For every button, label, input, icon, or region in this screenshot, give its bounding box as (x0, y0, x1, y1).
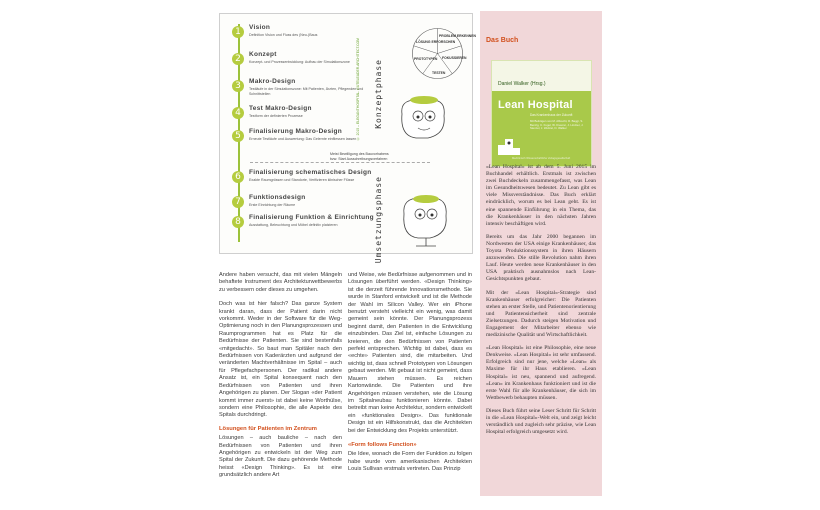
paragraph: und Weise, wie Bedürfnisse aufgenommen und in Lösungen überführt werden. «Design Thinking» ist die derzeit führende Innovationsmethode. Sie wurde in Stanford entwickelt und ist die Methode der Wahl im Silicon Valley. Wer ein iPhone benutzt versteht vielleicht ein wenig, was damit gemeint sein könnte. Der Planungsprozess beginnt damit, den Patienten in die Entwicklung einzubinden. Das Ziel ist, einfache Lösungen zu kreieren, die den Bedürfnissen von Patienten perfekt entsprechen. Wichtig ist dabei, dass es «echte» Patienten sind, die mitarbeiten. Und wichtig ist, dass schnell Prototypen von Lösungen gebaut werden. Mit gebaut ist nicht gemeint, dass Mauern stehen müssen. Es reichen Kartonwände. Die Patienten und ihre Angehörigen müssen verstehen, wie die Lösung im Spitalneubau funktionieren könnte. Dabei betreibt man keine Architektur, sondern entwickelt ein «funktionales Design». Das funktionale Design ist ein Hilfskonstrukt, das die Architekten bei der Entwicklung des Projekts unterstützt. (348, 272, 472, 434)
book-contributors: Mit Beiträgen von M. Albrecht, R. Baggi, S. Benzig, C. Fugel, W. Kreuzer, J. Lindner, J. Stenzel, J. Weitzel, D. Walker (530, 119, 584, 131)
step-description: Testform der definierten Prozesse (249, 114, 303, 118)
step-number: 3 (232, 80, 244, 92)
step-number: 7 (232, 196, 244, 208)
approval-note-line-2: bzw. Start Ausschreibungsverfahren (330, 157, 388, 161)
step-number: 4 (232, 107, 244, 119)
step-title: Finalisierung Makro-Design (249, 128, 343, 135)
section-heading: «Form follows Function» (348, 441, 417, 448)
phase-label-konzept: Konzeptphase (374, 59, 383, 129)
cycle-label-problem: PROBLEM ERKENNEN (439, 34, 476, 38)
paragraph: Lösungen – auch bauliche – nach den Bedürfnissen von Patienten und ihren Angehörigen zu entwickeln ist der Weg zum Spital der Zukunft. Die dazu gehörende Methode heisst «Design Thinking». Es ist eine grundsätzlich andere Art (219, 435, 342, 479)
step-description: Definition Vision und Fluss des (Neu-)Baus (249, 33, 318, 37)
step-description: Testläufe in der Simulationszone: Mit Patienten, Ärzten, Pflegenden und Schnittstellen (249, 87, 364, 96)
paragraph: Doch was ist hier falsch? Das ganze System krankt daran, dass der Patient darin nicht vorkommt. Weder in der Software für die Weg-Optimierung noch in den Planungsprozessen und Raumprogrammen hat es Platz für die Bedürfnisse der Patienten. Sie sind bestenfalls «mitgedacht». So baut man Spitäler nach den Bedürfnissen von Kaderärzten und aufgrund der veränderten Machtverhältnisse im Spital – auch für Pflegefachpersonen. Der radikal andere Ansatz ist, ein Spital konsequent nach den Bedürfnissen von Patienten und ihren Angehörigen zu planen. Der Slogan «der Patient kommt immer zuerst» ist dabei keine Worthülse, sondern eine Philosophie, die alle Aspekte des Spitals durchdringt. (219, 301, 342, 419)
step-description: Konzept- und Prozessentwicklung: Aufbau der Simulationszone (249, 60, 350, 64)
copyright-label: © 2015 – ELEGANTHOSPITAL. GUTELEADER.ARCHITECT.COM (356, 38, 360, 141)
book-publisher: Medizinisch Wissenschaftliche Verlagsgesellschaft (512, 157, 571, 160)
article-column-1 (219, 272, 342, 480)
step-number: 8 (232, 216, 244, 228)
cycle-label-loesung: LÖSUNG ERFORSCHEN (416, 40, 456, 44)
step-title: Test Makro-Design (249, 105, 312, 112)
book-title: Lean Hospital (498, 99, 573, 111)
approval-note-line-1: Meist Bewilligung des Bauvorhabens (330, 152, 389, 156)
step-number: 6 (232, 171, 244, 183)
step-title: Vision (249, 24, 271, 31)
paragraph: «Lean Hospital» ist eine Philosophie, eine neue Denkweise. «Lean Hospital» ist sehr umfassend. Erfolgreich sind nur jene, welche «Lean» als Maxime für ihr Haus etablieren. «Lean Hospital» ist neu, spannend und aufregend. «Lean» im Krankenhaus funktioniert und ist die erste Wahl für alle Krankenhäuser, die sich im Wettbewerb behaupten müssen. (486, 345, 596, 401)
step-number: 2 (232, 53, 244, 65)
book-cover (491, 60, 592, 167)
book-author: Daniel Walker (Hrsg.) (498, 81, 546, 87)
step-title: Funktionsdesign (249, 194, 306, 201)
paragraph: Bereits um das Jahr 2000 begannen im Nordwesten der USA einige Krankenhäuser, das Toyota Produktionssystem in ihren Häusern anzuwenden. Die stille Revolution nahm ihren Lauf. Heute werden neue Krankenhäuser in den USA praktisch ausnahmslos nach Lean-Gesichtspunkten gebaut. (486, 233, 596, 283)
approval-note (330, 152, 389, 162)
book-subtitle: Das Krankenhaus der Zukunft (530, 113, 573, 117)
cycle-label-fokussieren: FOKUSSIEREN (442, 56, 467, 60)
phase-label-umsetzung: Umsetzungsphase (374, 176, 383, 264)
step-description: Erste Einrichtung der Räume (249, 203, 296, 207)
sidebar-text (486, 164, 596, 436)
step-title: Finalisierung Funktion & Einrichtung (249, 214, 374, 221)
paragraph: Die Idee, wonach die Form der Funktion zu folgen habe wurde vom amerikanischen Architekten Louis Sullivan erstmals vertreten. Das Prinzip (348, 451, 472, 473)
paragraph: «Lean Hospital» ist ab dem 5. Juni 2015 im Buchhandel erhältlich. Erstmals ist zwischen zwei Buchdeckeln zusammengefasst, was Lean im Gesundheitswesen bedeutet. Zu Lean gibt es viele Missverständnisse. Das Buch erklärt eindrücklich, worum es bei Lean geht. Es ist eine spannende Einführung in ein Thema, das die Krankenhäuser in den nächsten Jahren intensiv beschäftigen wird. (486, 164, 596, 227)
design-thinking-figure (219, 13, 476, 264)
phase-separator (250, 162, 430, 163)
book-sidebar (480, 11, 602, 496)
article-column-2 (348, 272, 472, 474)
podium-icon (498, 137, 520, 155)
thinking-person-illustration (396, 94, 452, 146)
step-description: Exakte Raumgrössen und Standorte, Verifizieren klinischer Flüsse (249, 178, 355, 182)
step-title: Konzept (249, 51, 277, 58)
cycle-label-prototypen: PROTOTYPEN (414, 57, 438, 61)
paragraph: Mit der «Lean Hospital»-Strategie sind Krankenhäuser erfolgreicher: Die Patienten stehen an erster Stelle, und Patientenorientierung und Patientensicherheit sind zentrale Zielsetzungen. Dadurch steigen Motivation und Engagement der Mitarbeiter ebenso wie medizinische Qualität und Wirtschaftlichkeit. (486, 289, 596, 339)
step-description: Erneute Testläufe und Auswertung: Das Gelernte einfliessen lassen (249, 137, 357, 141)
working-person-illustration (396, 190, 456, 248)
section-heading: Lösungen für Patienten im Zentrum (219, 425, 317, 432)
paragraph: Andere haben versucht, das mit vielen Mängeln behaftete Instrument des Architekturwettbewerbs zu verbessern oder dieses zu umgehen. (219, 272, 342, 293)
step-title: Makro-Design (249, 78, 296, 85)
step-number: 5 (232, 130, 244, 142)
paragraph: Dieses Buch führt seine Leser Schritt für Schritt in die «Lean Hospital»-Welt ein, und zeigt leicht verständlich und zugleich sehr präzise, wie Lean Hospital erfolgreich umgesetzt wird. (486, 407, 596, 436)
sidebar-title: Das Buch (486, 37, 519, 44)
cycle-label-testen: TESTEN (432, 71, 446, 75)
step-number: 1 (232, 26, 244, 38)
step-title: Finalisierung schematisches Design (249, 169, 372, 176)
step-description: Ausstattung, Beleuchtung und Möbel definitiv platzieren (249, 223, 338, 227)
